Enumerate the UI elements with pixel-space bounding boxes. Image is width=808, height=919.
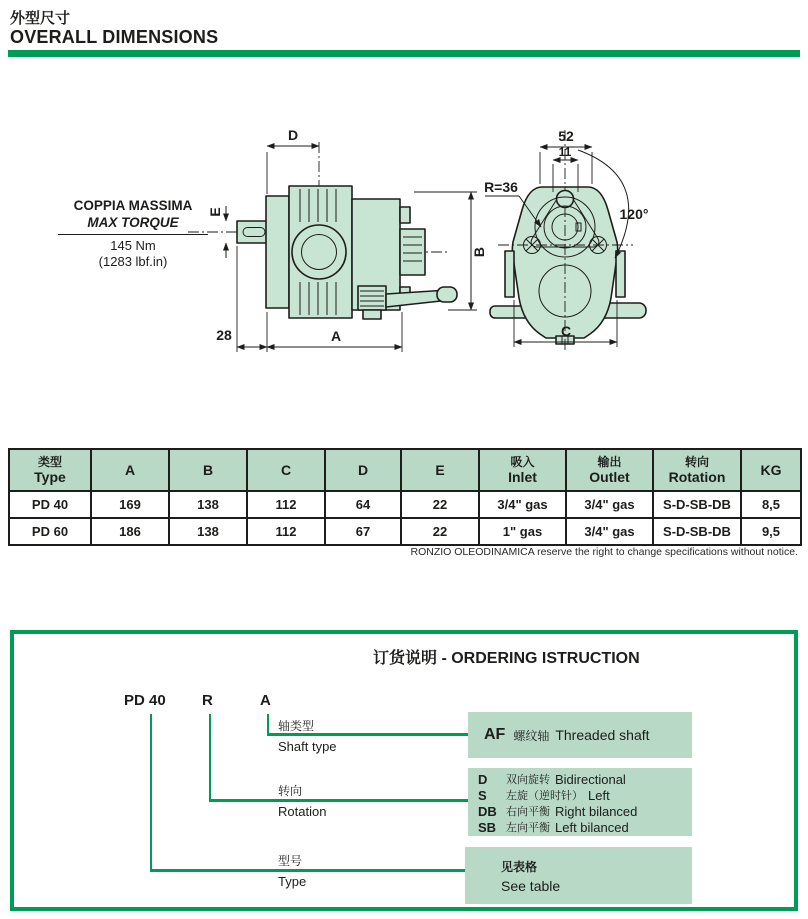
rotation-options-box [468, 768, 692, 836]
header-b: B [169, 449, 247, 491]
branch-rotation-label-cn: 转向 [278, 784, 303, 798]
shaft-option-cn: 螺纹轴 [513, 728, 550, 743]
technical-drawing [0, 100, 808, 390]
dim-label-b: B [471, 246, 487, 258]
branch-type-label-en: Type [278, 874, 307, 889]
connector-rotation-vertical [209, 714, 211, 801]
cell-outlet: 3/4" gas [566, 518, 653, 545]
ordering-instruction-box [10, 630, 798, 911]
dim-label-d: D [287, 127, 299, 143]
rotation-en: Bidirectional [555, 771, 626, 787]
torque-label-en: MAX TORQUE [58, 215, 208, 235]
cell-kg: 9,5 [741, 518, 801, 545]
shaft-option-en: Threaded shaft [555, 727, 650, 743]
rotation-code: S [478, 787, 487, 803]
rotation-cn: 左旋（逆时针） [506, 790, 583, 802]
dim-label-c: C [560, 323, 572, 339]
cell-b: 138 [169, 491, 247, 518]
rotation-code: DB [478, 803, 497, 819]
dim-label-11: 11 [558, 145, 572, 159]
connector-rotation-horizontal [209, 799, 468, 802]
rotation-cn: 双向旋转 [506, 774, 550, 786]
dim-label-e: E [207, 207, 223, 217]
rotation-option [478, 787, 692, 803]
torque-value-nm: 145 Nm [110, 237, 156, 253]
dim-label-a: A [330, 328, 342, 344]
header-inlet: 吸入 Inlet [479, 449, 566, 491]
rotation-option [478, 771, 692, 787]
dim-label-120: 120° [619, 206, 649, 222]
dimensions-table [8, 448, 802, 546]
cell-a: 186 [91, 518, 169, 545]
connector-shaft-vertical [267, 714, 269, 735]
cell-outlet: 3/4" gas [566, 491, 653, 518]
table-header-row [9, 449, 801, 491]
shaft-option-code: AF [484, 726, 506, 743]
rotation-en: Right bilanced [555, 803, 638, 819]
cell-rotation: S-D-SB-DB [653, 491, 741, 518]
rotation-code: SB [478, 819, 497, 835]
cell-c: 112 [247, 491, 325, 518]
ordering-title: 订货说明 - ORDERING ISTRUCTION [373, 650, 640, 667]
rotation-option [478, 803, 692, 819]
cell-d: 64 [325, 491, 401, 518]
rotation-en: Left bilanced [555, 819, 629, 835]
cell-a: 169 [91, 491, 169, 518]
header-c: C [247, 449, 325, 491]
cell-e: 22 [401, 491, 479, 518]
order-code-rotation: R [202, 692, 213, 709]
branch-rotation-label-en: Rotation [278, 804, 327, 819]
dim-label-28: 28 [216, 327, 232, 343]
header-divider [8, 50, 800, 57]
type-option-cn: 见表格 [501, 859, 538, 874]
disclaimer-note: RONZIO OLEODINAMICA reserve the right to change specifications without notice. [410, 546, 798, 558]
page-title-chinese: 外型尺寸 [10, 10, 71, 27]
header-e: E [401, 449, 479, 491]
cell-d: 67 [325, 518, 401, 545]
cell-kg: 8,5 [741, 491, 801, 518]
torque-value-lbf: (1283 lbf.in) [98, 254, 168, 269]
cell-rotation: S-D-SB-DB [653, 518, 741, 545]
table-row [9, 518, 801, 545]
connector-type-horizontal [150, 869, 465, 872]
header-kg: KG [741, 449, 801, 491]
rotation-cn: 右向平衡 [506, 806, 550, 818]
dim-label-52: 52 [558, 128, 574, 144]
cell-type: PD 60 [9, 518, 91, 545]
type-option-box [465, 847, 692, 904]
rotation-code: D [478, 771, 488, 787]
cell-c: 112 [247, 518, 325, 545]
header-type: 类型 Type [9, 449, 91, 491]
cell-inlet: 3/4" gas [479, 491, 566, 518]
page-title: OVERALL DIMENSIONS [10, 27, 219, 47]
connector-type-vertical [150, 714, 152, 871]
pump-side-view [484, 128, 648, 352]
table-row [9, 491, 801, 518]
order-code-type: PD 40 [124, 692, 166, 709]
branch-type-label-cn: 型号 [278, 854, 303, 868]
header-outlet: 输出 Outlet [566, 449, 653, 491]
order-code-shaft: A [260, 692, 271, 709]
cell-b: 138 [169, 518, 247, 545]
shaft-type-option-box [468, 712, 692, 758]
header-d: D [325, 449, 401, 491]
cell-type: PD 40 [9, 491, 91, 518]
cell-inlet: 1" gas [479, 518, 566, 545]
cell-e: 22 [401, 518, 479, 545]
rotation-option [478, 819, 692, 835]
torque-label-it: COPPIA MASSIMA [73, 198, 193, 213]
branch-shaft-label-cn: 轴类型 [278, 719, 315, 733]
pump-front-view [188, 127, 487, 352]
header-rotation: 转向 Rotation [653, 449, 741, 491]
dim-label-r36: R=36 [484, 179, 518, 195]
rotation-cn: 左向平衡 [506, 822, 550, 834]
branch-shaft-label-en: Shaft type [278, 739, 337, 754]
rotation-en: Left [588, 787, 610, 803]
type-option-en: See table [501, 877, 561, 894]
header-a: A [91, 449, 169, 491]
